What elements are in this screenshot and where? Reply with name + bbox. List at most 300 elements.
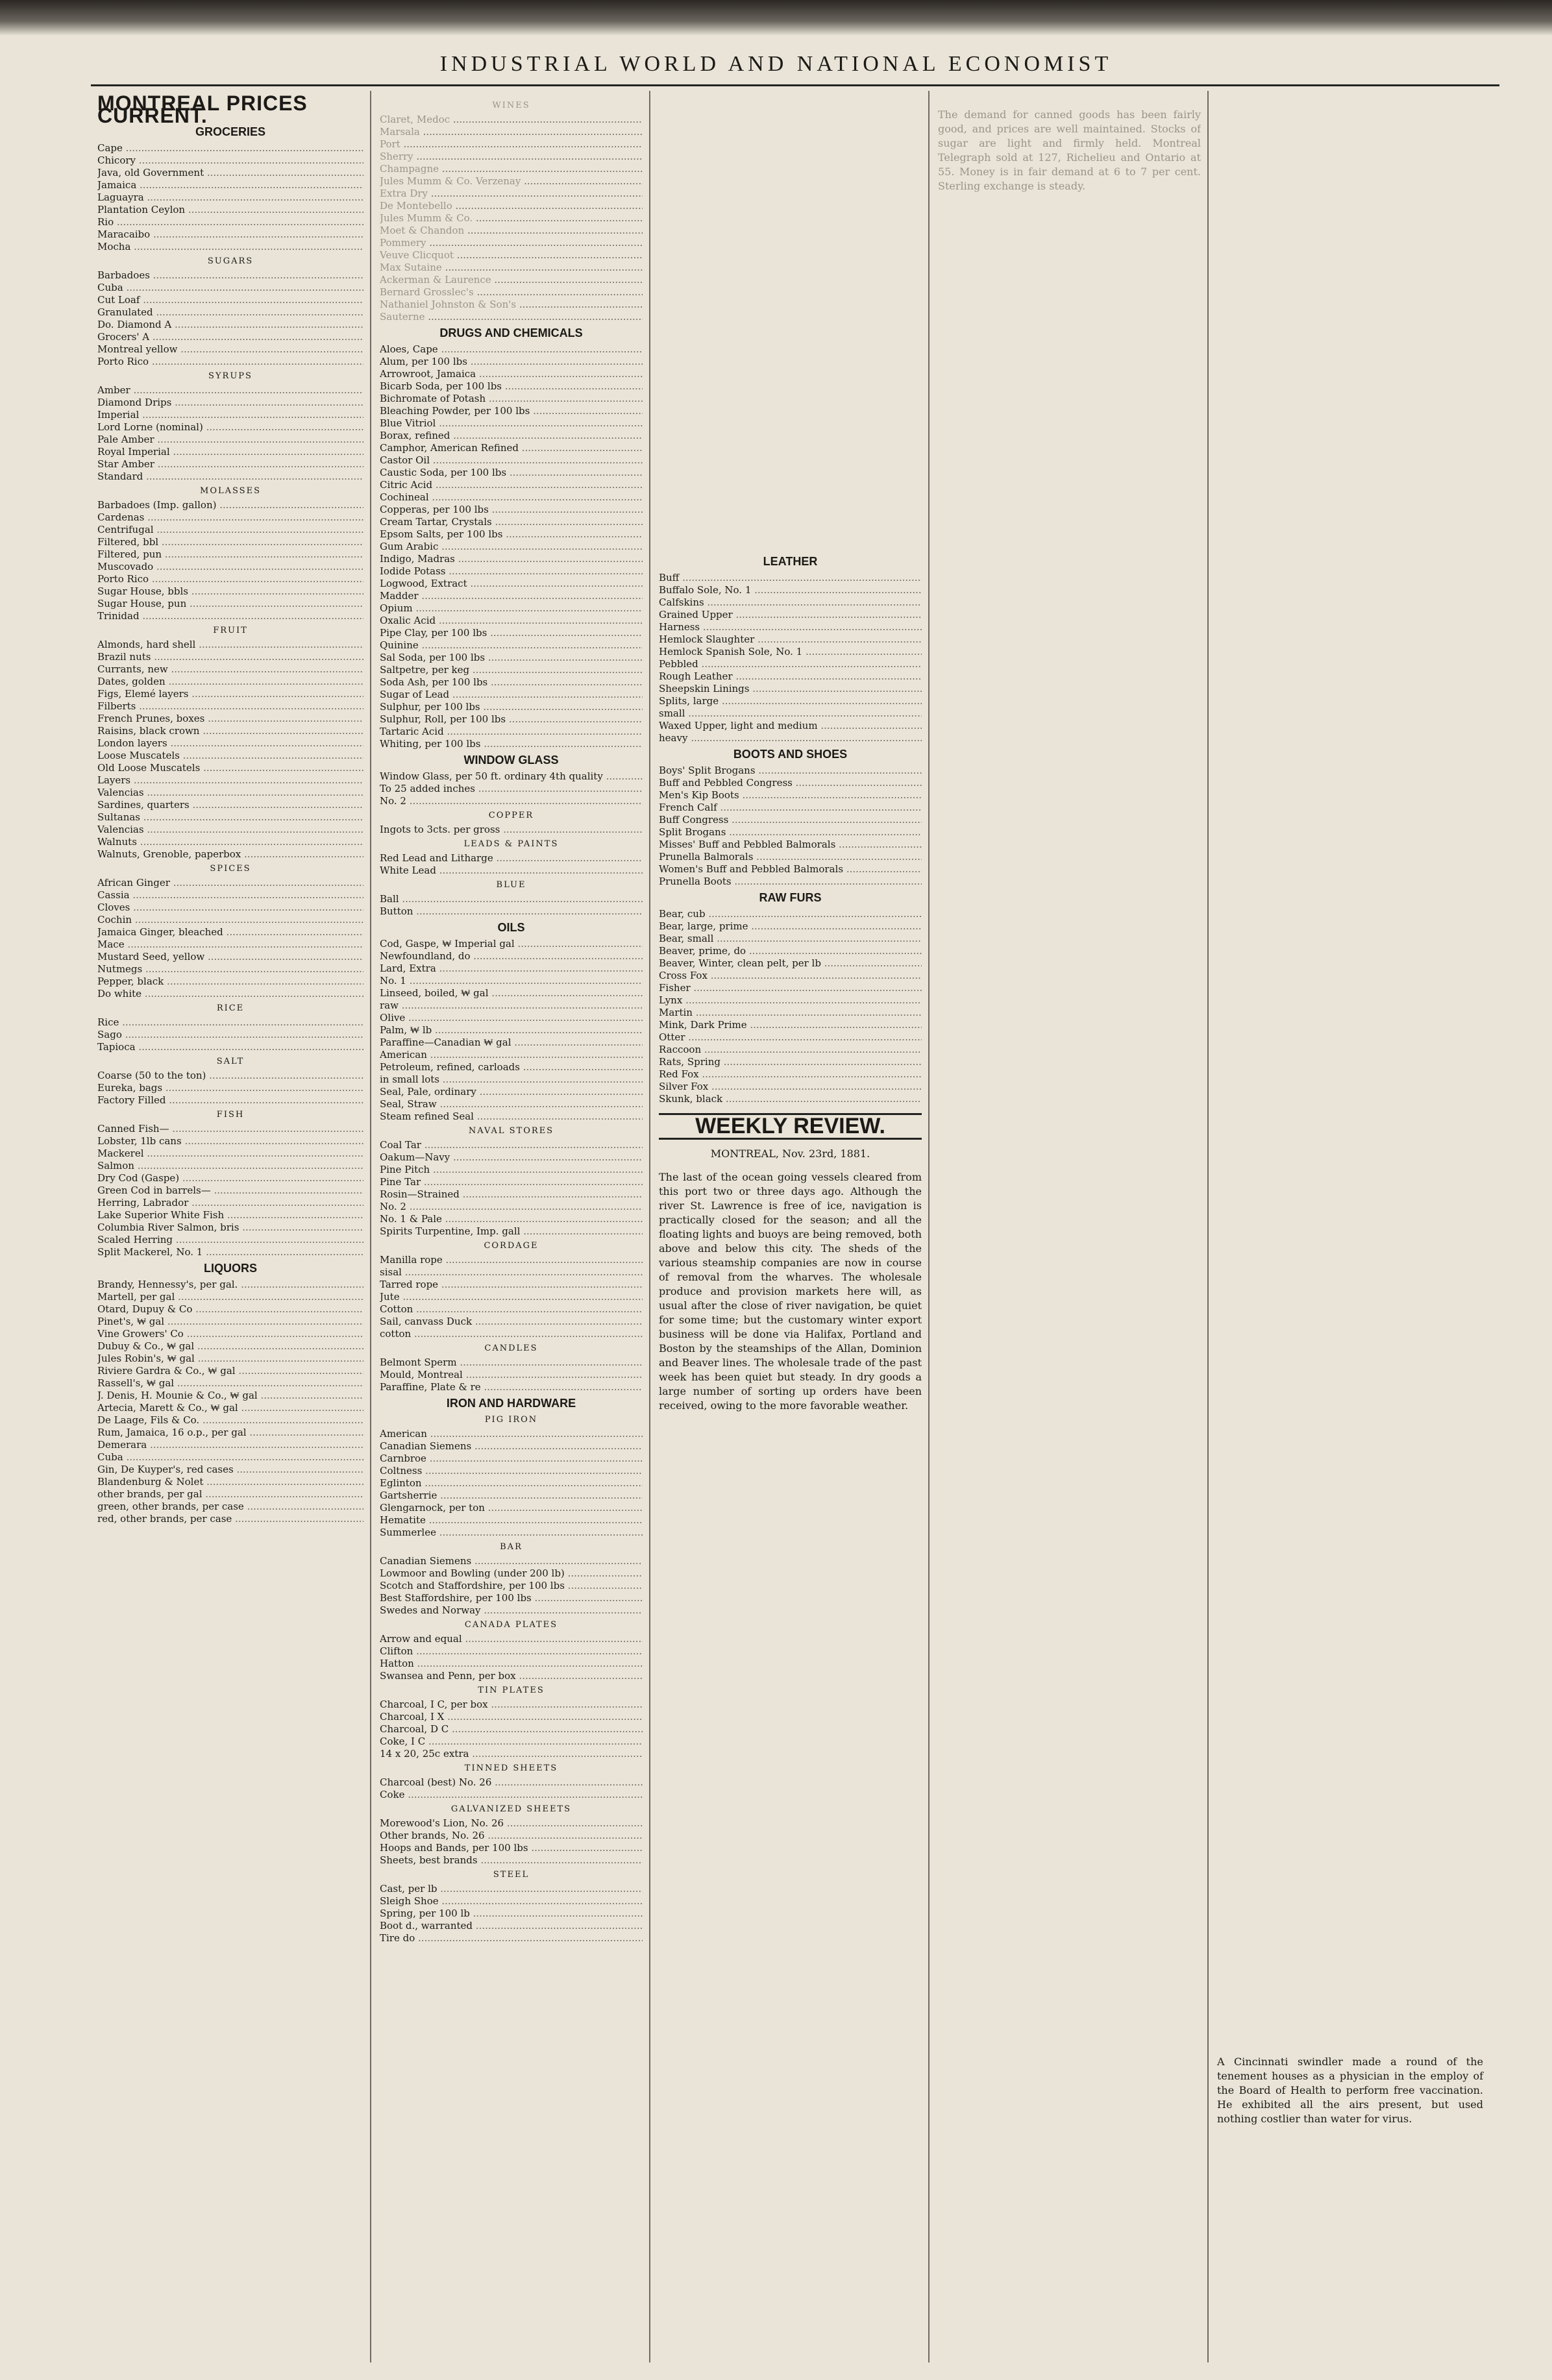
price-row [97,384,363,397]
commodity-name: cotton ..... [380,1328,643,1340]
price-row [659,777,922,789]
commodity-name: Montreal yellow ..... [97,343,363,356]
list [97,639,363,861]
price-row [659,970,922,982]
commodity-name: Pebbled ..... [659,658,922,670]
price-row [380,393,643,405]
commodity-name: Jute ..... [380,1291,643,1303]
price-row [97,1016,363,1029]
commodity-name: Marsala ..... [380,126,643,138]
price-row [380,1580,643,1592]
price-row [380,1895,643,1908]
price-row [380,664,643,676]
price-row [380,627,643,639]
price-row [97,1082,363,1094]
price-row [380,1316,643,1328]
price-row [97,939,363,951]
price-row [659,1068,922,1081]
price-row [659,1056,922,1068]
price-row [97,282,363,294]
commodity-name: Harness ..... [659,621,922,633]
price-row [97,1402,363,1414]
price-row [97,1513,363,1525]
price-row [97,651,363,663]
commodity-name: Brandy, Hennessy's, per gal. ..... [97,1279,363,1291]
price-row [97,1390,363,1402]
commodity-name: Jules Mumm & Co. Verzenay ..... [380,175,643,188]
commodity-name: Charcoal, I X ..... [380,1711,643,1723]
price-row [380,963,643,975]
commodity-name: Eureka, bags ..... [97,1082,363,1094]
commodity-name: Red Lead and Litharge ..... [380,852,643,865]
section-heading-fruit: FRUIT [213,626,248,635]
price-row [380,1699,643,1711]
price-row [659,826,922,839]
commodity-name: Seal, Pale, ordinary ..... [380,1086,643,1098]
price-row [659,584,922,596]
price-row [97,1209,363,1221]
commodity-name: Camphor, American Refined ..... [380,442,643,454]
commodity-name: Bichromate of Potash ..... [380,393,643,405]
price-row [97,688,363,700]
commodity-name: Nathaniel Johnston & Son's ..... [380,299,643,311]
price-row [380,1098,643,1110]
commodity-name: Hatton ..... [380,1658,643,1670]
price-row [380,1381,643,1393]
price-row [380,701,643,713]
price-row [380,1908,643,1920]
commodity-name: Hemlock Spanish Sole, No. 1 ..... [659,646,922,658]
commodity-name: Cape ..... [97,142,363,154]
price-row [97,1451,363,1464]
section-heading-galvanized: GALVANIZED SHEETS [450,1804,572,1814]
commodity-name: Bear, large, prime ..... [659,920,922,933]
weekly-paragraph: The demand for canned goods has been fairly good, and prices are well maintained. Stocks of sugar are light and firmly held. Montreal Telegraph sold at 127, Richelieu and Ontario at 55. Money is in fair demand at 6 to 7 per cent. Sterling exchange is steady. [938,108,1201,192]
price-row [380,1490,643,1502]
commodity-name: Old Loose Muscatels ..... [97,762,363,774]
commodity-name: Hemlock Slaughter ..... [659,633,922,646]
price-row [97,1476,363,1488]
commodity-name: Morewood's Lion, No. 26 ..... [380,1817,643,1830]
price-row [97,663,363,676]
price-row [380,1151,643,1164]
commodity-name: Borax, refined ..... [380,430,643,442]
list [380,852,643,877]
section-heading-glass: WINDOW GLASS [463,754,559,767]
section-heading-cordage: CORDAGE [484,1241,539,1251]
commodity-name: Silver Fox ..... [659,1081,922,1093]
price-row [380,938,643,950]
price-row [97,471,363,483]
price-row [97,676,363,688]
price-row [97,963,363,975]
list [380,1139,643,1238]
list [97,1123,363,1258]
price-row [97,787,363,799]
price-row [97,1197,363,1209]
commodity-name: Split Brogans ..... [659,826,922,839]
commodity-name: Loose Muscatels ..... [97,750,363,762]
price-row [97,926,363,939]
price-row [97,179,363,191]
commodity-name: Raccoon ..... [659,1044,922,1056]
price-row [659,945,922,957]
commodity-name: Martin ..... [659,1007,922,1019]
price-row [380,454,643,467]
price-row [659,957,922,970]
price-row [97,737,363,750]
commodity-name: Spring, per 100 lb ..... [380,1908,643,1920]
price-row [659,621,922,633]
price-row [97,536,363,548]
commodity-name: Fisher ..... [659,982,922,994]
list [380,1883,643,1944]
commodity-name: Cream Tartar, Crystals ..... [380,516,643,528]
commodity-name: Chicory ..... [97,154,363,167]
price-row [380,1658,643,1670]
section-heading-spices: SPICES [210,864,251,874]
commodity-name: 14 x 20, 25c extra ..... [380,1748,643,1760]
commodity-name: Manilla rope ..... [380,1254,643,1266]
price-row [380,1266,643,1279]
price-row [380,311,643,323]
price-row [659,765,922,777]
price-row [380,541,643,553]
price-row [97,951,363,963]
price-row [380,1213,643,1225]
commodity-name: Mustard Seed, yellow ..... [97,951,363,963]
price-row [659,789,922,802]
commodity-name: Tarred rope ..... [380,1279,643,1291]
commodity-name: Swedes and Norway ..... [380,1604,643,1617]
price-row [97,356,363,368]
commodity-name: Dates, golden ..... [97,676,363,688]
price-row [97,421,363,434]
price-row [380,1201,643,1213]
price-row [380,1830,643,1842]
weekly-review-title: WEEKLY REVIEW. [695,1114,885,1138]
commodity-name: Rough Leather ..... [659,670,922,683]
price-row [380,491,643,504]
list [380,1356,643,1393]
price-row [380,565,643,578]
price-row [380,114,643,126]
commodity-name: Artecia, Marett & Co., ₩ gal ..... [97,1402,363,1414]
commodity-name: Aloes, Cape ..... [380,343,643,356]
price-row [380,1527,643,1539]
commodity-name: Summerlee ..... [380,1527,643,1539]
commodity-name: Pommery ..... [380,237,643,249]
section-heading-pig-iron: PIG IRON [484,1415,538,1425]
section-heading-oils: OILS [497,921,525,934]
price-row [659,572,922,584]
commodity-name: Mocha ..... [97,241,363,253]
commodity-name: Laguayra ..... [97,191,363,204]
price-row [380,504,643,516]
price-row [380,442,643,454]
commodity-name: American ..... [380,1049,643,1061]
price-row [659,839,922,851]
commodity-name: No. 2 ..... [380,795,643,807]
section-heading-groceries: GROCERIES [195,125,266,138]
commodity-name: Nutmegs ..... [97,963,363,975]
price-row [97,988,363,1000]
commodity-name: Otter ..... [659,1031,922,1044]
commodity-name: Plantation Ceylon ..... [97,204,363,216]
prices-column-1 [97,92,363,1525]
price-row [97,142,363,154]
price-row [97,824,363,836]
commodity-name: Dry Cod (Gaspe) ..... [97,1172,363,1184]
commodity-name: Gin, De Kuyper's, red cases ..... [97,1464,363,1476]
commodity-name: Ackerman & Laurence ..... [380,274,643,286]
commodity-name: Cassia ..... [97,889,363,902]
commodity-name: Alum, per 100 lbs ..... [380,356,643,368]
price-row [659,863,922,876]
price-row [97,573,363,585]
list [380,1254,643,1340]
section-heading-salt: SALT [216,1057,245,1066]
list [380,1428,643,1539]
commodity-name: Factory Filled ..... [97,1094,363,1107]
commodity-name: Mink, Dark Prime ..... [659,1019,922,1031]
section-heading-canada-plates: CANADA PLATES [464,1620,558,1630]
commodity-name: Cotton ..... [380,1303,643,1316]
commodity-name: raw ..... [380,1000,643,1012]
price-row [659,982,922,994]
commodity-name: Oxalic Acid ..... [380,615,643,627]
price-row [380,783,643,795]
price-row [97,154,363,167]
commodity-name: Waxed Upper, light and medium ..... [659,720,922,732]
price-row [380,1592,643,1604]
list [97,142,363,253]
price-row [380,1328,643,1340]
list [97,1016,363,1053]
price-row [97,700,363,713]
list [659,765,922,888]
commodity-name: Soda Ash, per 100 lbs ..... [380,676,643,689]
list [380,1699,643,1760]
commodity-name: Coke ..... [380,1789,643,1801]
commodity-name: Bear, small ..... [659,933,922,945]
commodity-name: Tartaric Acid ..... [380,726,643,738]
commodity-name: Vine Growers' Co ..... [97,1328,363,1340]
commodity-name: Valencias ..... [97,787,363,799]
price-row [659,1044,922,1056]
price-row [97,848,363,861]
commodity-name: Barbadoes (Imp. gallon) ..... [97,499,363,511]
list [380,938,643,1123]
price-row [97,269,363,282]
price-row [97,331,363,343]
price-row [380,1932,643,1944]
price-row [380,1854,643,1867]
list [97,877,363,1000]
commodity-name: Grained Upper ..... [659,609,922,621]
commodity-name: Lobster, 1lb cans ..... [97,1135,363,1147]
price-row [380,1225,643,1238]
price-row [380,1555,643,1567]
commodity-name: Gartsherrie ..... [380,1490,643,1502]
price-row [97,639,363,651]
commodity-name: Hoops and Bands, per 100 lbs ..... [380,1842,643,1854]
price-row [380,553,643,565]
commodity-name: Filtered, bbl ..... [97,536,363,548]
commodity-name: Iodide Potass ..... [380,565,643,578]
price-row [659,994,922,1007]
price-row [97,1172,363,1184]
commodity-name: African Ginger ..... [97,877,363,889]
price-row [380,1356,643,1369]
price-row [97,524,363,536]
commodity-name: Salmon ..... [97,1160,363,1172]
price-row [380,1736,643,1748]
commodity-name: Cut Loaf ..... [97,294,363,306]
price-row [97,1377,363,1390]
price-row [659,683,922,695]
commodity-name: Caustic Soda, per 100 lbs ..... [380,467,643,479]
price-row [380,200,643,212]
section-heading-iron: IRON AND HARDWARE [446,1397,576,1410]
weekly-dateline: MONTREAL, Nov. 23rd, 1881. [710,1147,870,1160]
price-row [97,774,363,787]
section-heading-steel: STEEL [493,1870,530,1880]
commodity-name: Pale Amber ..... [97,434,363,446]
price-row [380,1883,643,1895]
commodity-name: J. Denis, H. Mounie & Co., ₩ gal ..... [97,1390,363,1402]
commodity-name: Cochin ..... [97,914,363,926]
commodity-name: Mould, Montreal ..... [380,1369,643,1381]
header-rule [91,84,1499,86]
price-row [380,1723,643,1736]
scan-top-edge [0,0,1552,36]
commodity-name: Women's Buff and Pebbled Balmorals ..... [659,863,922,876]
commodity-name: Cloves ..... [97,902,363,914]
commodity-name: Jamaica ..... [97,179,363,191]
price-row [97,241,363,253]
commodity-name: Royal Imperial ..... [97,446,363,458]
commodity-name: Oakum—Navy ..... [380,1151,643,1164]
commodity-name: Paraffine—Canadian ₩ gal ..... [380,1037,643,1049]
price-row [97,548,363,561]
commodity-name: Rio ..... [97,216,363,228]
faded-upper-listing [659,97,922,552]
price-row [97,1234,363,1246]
price-row [380,1012,643,1024]
price-row [97,1353,363,1365]
price-row [659,732,922,744]
prices-column-2 [380,97,643,1944]
commodity-name: Columbia River Salmon, bris ..... [97,1221,363,1234]
price-row [97,1328,363,1340]
commodity-name: Do. Diamond A ..... [97,319,363,331]
commodity-name: Pinet's, ₩ gal ..... [97,1316,363,1328]
column-rule [649,91,650,2362]
commodity-name: Standard ..... [97,471,363,483]
price-row [659,707,922,720]
commodity-name: Jules Mumm & Co. ..... [380,212,643,225]
price-row [380,151,643,163]
commodity-name: Sardines, quarters ..... [97,799,363,811]
commodity-name: Lynx ..... [659,994,922,1007]
price-row [659,876,922,888]
commodity-name: Best Staffordshire, per 100 lbs ..... [380,1592,643,1604]
commodity-name: Martell, per gal ..... [97,1291,363,1303]
price-row [97,1135,363,1147]
commodity-name: To 25 added inches ..... [380,783,643,795]
price-row [380,602,643,615]
commodity-name: Dubuy & Co., ₩ gal ..... [97,1340,363,1353]
commodity-name: Sheets, best brands ..... [380,1854,643,1867]
commodity-name: Carnbroe ..... [380,1453,643,1465]
price-row [97,1501,363,1513]
commodity-name: Button ..... [380,905,643,918]
price-row [97,1029,363,1041]
commodity-name: Rosin—Strained ..... [380,1188,643,1201]
commodity-name: Demerara ..... [97,1439,363,1451]
commodity-name: Cuba ..... [97,1451,363,1464]
price-row [380,1711,643,1723]
price-row [659,658,922,670]
price-row [97,836,363,848]
price-row [659,695,922,707]
price-row [659,720,922,732]
price-row [97,889,363,902]
price-row [380,528,643,541]
commodity-name: Splits, large ..... [659,695,922,707]
price-row [97,191,363,204]
price-row [380,1817,643,1830]
commodity-name: Mace ..... [97,939,363,951]
price-row [380,1670,643,1682]
price-row [380,987,643,1000]
price-row [380,1073,643,1086]
commodity-name: Maracaibo ..... [97,228,363,241]
commodity-name: De Montebello ..... [380,200,643,212]
commodity-name: Spirits Turpentine, Imp. gall ..... [380,1225,643,1238]
price-row [380,865,643,877]
commodity-name: sisal ..... [380,1266,643,1279]
price-row [380,824,643,836]
weekly-paragraph: A Cincinnati swindler made a round of the tenement houses as a physician in the employ of the Board of Health to perform free vaccination. He exhibited all the airs present, but used nothing costlier than water for virus. [1217,2055,1483,2125]
price-row [97,1488,363,1501]
list [97,1070,363,1107]
price-row [380,274,643,286]
commodity-name: Rice ..... [97,1016,363,1029]
commodity-name: Pepper, black ..... [97,975,363,988]
section-heading-bar: BAR [500,1542,523,1552]
commodity-name: Barbadoes ..... [97,269,363,282]
price-row [659,814,922,826]
price-row [659,851,922,863]
price-row [380,1502,643,1514]
market-notes-area [1217,97,1483,2044]
list [380,343,643,750]
price-row [380,1139,643,1151]
commodity-name: Logwood, Extract ..... [380,578,643,590]
commodity-name: Whiting, per 100 lbs ..... [380,738,643,750]
commodity-name: Arrowroot, Jamaica ..... [380,368,643,380]
prices-column-3 [659,97,922,1423]
commodity-name: Belmont Sperm ..... [380,1356,643,1369]
commodity-name: London layers ..... [97,737,363,750]
price-row [380,770,643,783]
price-row [659,670,922,683]
price-row [97,598,363,610]
commodity-name: red, other brands, per case ..... [97,1513,363,1525]
commodity-name: Do white ..... [97,988,363,1000]
